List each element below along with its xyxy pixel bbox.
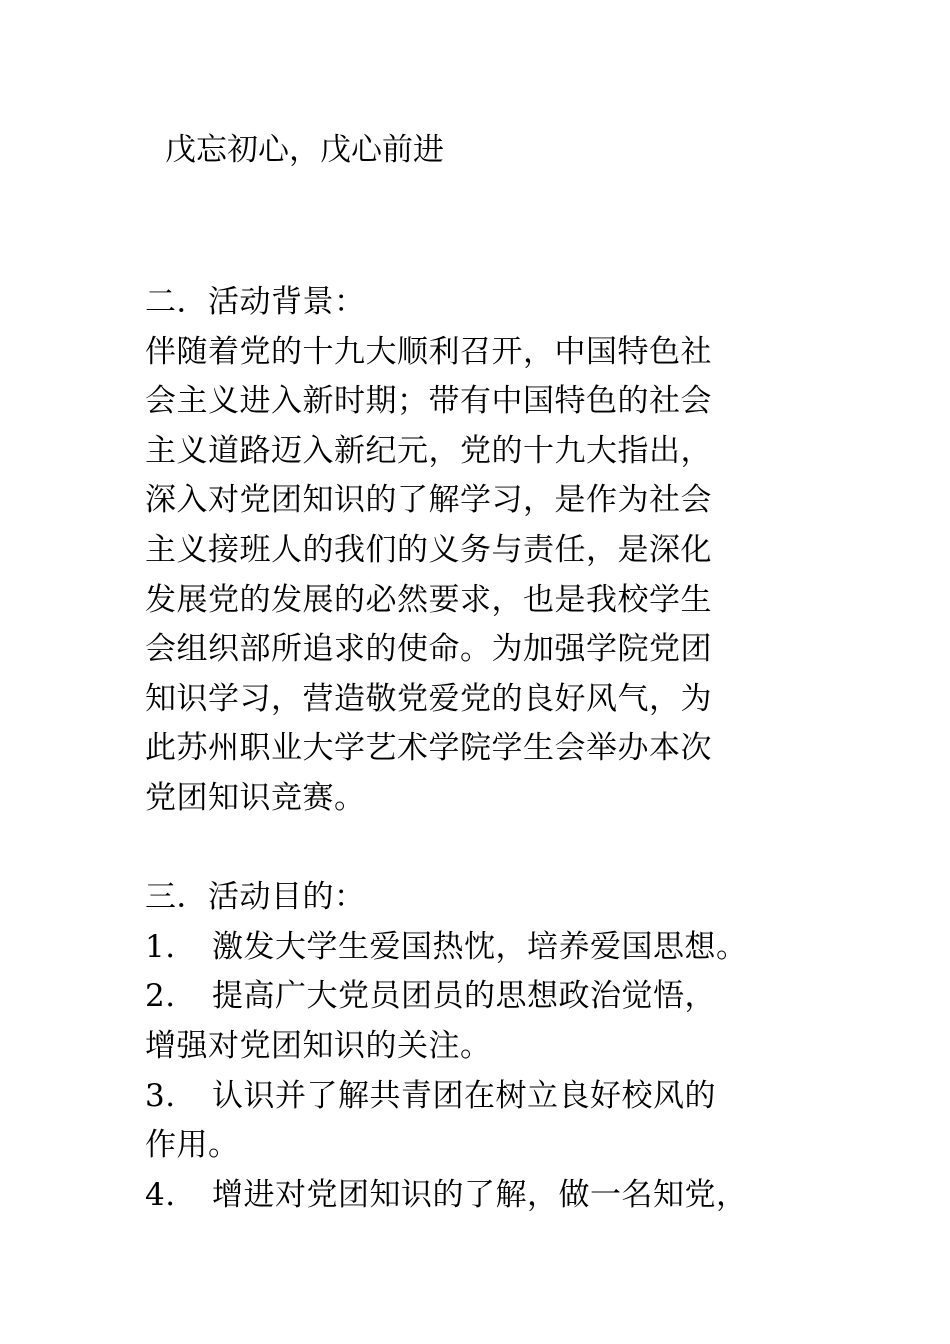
list-item [145,1072,825,1122]
list-item [145,923,825,973]
list-number: 4. [145,1176,176,1213]
list-number: 3. [145,1077,176,1114]
list-item-text: 增进对党团知识的了解，做一名知党， [212,1176,748,1213]
paragraph-line: 伴随着党的十九大顺利召开，中国特色社 [145,333,712,370]
paragraph-line: 主义道路迈入新纪元，党的十九大指出， [145,432,712,469]
paragraph-line: 深入对党团知识的了解学习，是作为社会 [145,482,712,519]
list-item-text: 认识并了解共青团在树立良好校风的 [212,1077,716,1114]
paragraph-line: 此苏州职业大学艺术学院学生会举办本次 [145,730,712,767]
list-item [145,1171,825,1221]
paragraph-line: 会组织部所追求的使命。为加强学院党团 [145,631,712,668]
document-body [145,278,825,1220]
section-title-background: 二．活动背景： [145,284,366,320]
list-item-text: 激发大学生爱国热忱，培养爱国思想。 [212,928,748,965]
paragraph-line: 知识学习，营造敬党爱党的良好风气，为 [145,680,712,717]
paragraph-line: 发展党的发展的必然要求，也是我校学生 [145,581,712,618]
list-item-text: 提高广大党员团员的思想政治觉悟， [212,978,716,1015]
blank-line [145,824,825,874]
section-title-purpose: 三．活动目的： [145,879,366,916]
list-number: 1. [145,928,176,965]
slogan-heading: 戊忘初心，戊心前进 [165,132,444,168]
list-number: 2. [145,978,176,1015]
list-item-continuation: 增强对党团知识的关注。 [145,1027,492,1064]
list-item-continuation: 作用。 [145,1127,240,1164]
paragraph-line: 党团知识竞赛。 [145,779,366,816]
paragraph-line: 主义接班人的我们的义务与责任，是深化 [145,531,712,568]
list-item [145,972,825,1022]
paragraph-line: 会主义进入新时期；带有中国特色的社会 [145,383,712,420]
